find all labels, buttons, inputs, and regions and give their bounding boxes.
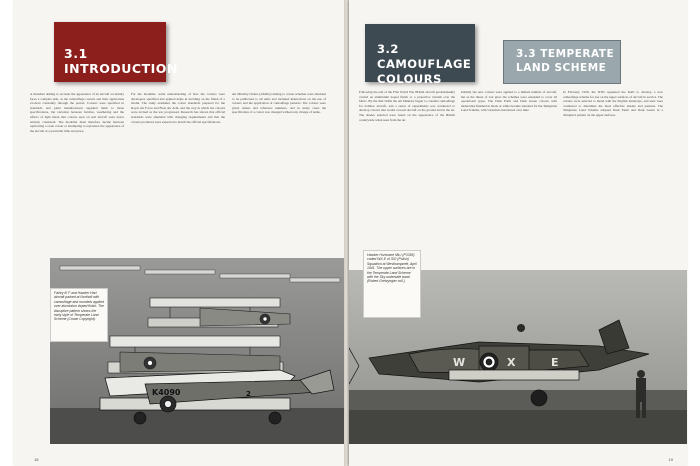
section-heading-temperate-land-scheme: 3.3 TEMPERATE LAND SCHEME [503,40,621,84]
text-column-1: Following the end of the First World War British aircraft predominantly carried an aluminium doped finish or a protective varnish over the fabric. By the mid 1930s the Air Ministry began to consider camouflage for bomber aircraft, and a series of experiments was conducted to develop colours that would conceal aircraft on the ground and in the air. The shades selected were based on the appearance of the British countryside when seen from the air. [359,90,455,122]
section-heading-camouflage-colours: 3.2 CAMOUFLAGE COLOURS [365,24,475,82]
page-number-right: 19 [668,457,673,462]
svg-text:X: X [507,356,516,369]
text-column-3: Air Ministry Orders (AMOs) relating to colour schemes were intended to be publicised to all units and included instructions on the use of colours and the application of camouflage patterns. The colours were given names and reference numbers, and in many cases the specification of a colour was changed without any change of name. [232,92,326,115]
text-column-2: For the modeller, some understanding of how the colours were developed, specified and applied helps in deciding on the finish of a model. The study examines the colour standards prepared for the Royal Air Force and Fleet Air Arm, and the way in which the colours were revised as the war progressed. Research has shown that official standards were amended with changing requirements and that the colours produced were expected to match the official specifications. [131,92,225,124]
biplanes-photo [50,258,344,444]
text-column-3: In February 1936, the DTD requested the RAE to develop a new camouflage scheme for use on the upper surfaces of aircraft in service. The colours were selected to blend with the English landscape, and tests were conducted to determine the most effective shades and patterns. The Temperate Land Scheme adopted Dark Earth and Dark Green in a disruptive pattern on the upper surfaces. [563,90,663,117]
right-page [349,0,687,466]
text-column-1: A modeller aiming to recreate the appearance of an aircraft accurately faces a complex task, as the camouflage colours and their application evolved constantly through the period. Colours were specified in standards and paint manufacturers supplied them to those specifications, but variation between batches, weathering and the effects of light mean that colours seen on real aircraft were never entirely consistent. The modeller must therefore decide between replicating a scale colour or attempting to reproduce the appearance of the aircraft at a particular time and place. [30,92,124,133]
section-heading-introduction: 3.1 INTRODUCTION [54,22,166,82]
svg-text:K4090: K4090 [152,388,181,397]
page-number-left: 18 [34,457,39,462]
left-page [14,0,344,466]
photo-caption-right: Hawker Hurricane Mk.I (P3395) coded WX-E of 302 (Polish) Squadron at Westhampnett, April 1941. The upper surfaces are in the Temperate Land Scheme with the Sky underside band (Robert Gretzyngier coll.) [363,250,421,318]
svg-text:W: W [453,356,466,369]
svg-text:2: 2 [246,390,251,398]
text-column-2: Initially the new colours were applied to a limited number of aircraft, but as the threat of war grew the schemes were extended to cover all operational types. The Dark Earth and Dark Green colours with undersides finished in black or white became standard for the Temperate Land Scheme, with variations introduced over time. [461,90,557,113]
photo-caption-left: Fairey III F and Hawker Hart aircraft parked at Northolt with camouflage and roundels applied over aluminium doped finish. The disruptive pattern shows the early style of Temperate Land Scheme (Crown Copyright). [50,288,108,342]
svg-text:E: E [551,356,559,369]
